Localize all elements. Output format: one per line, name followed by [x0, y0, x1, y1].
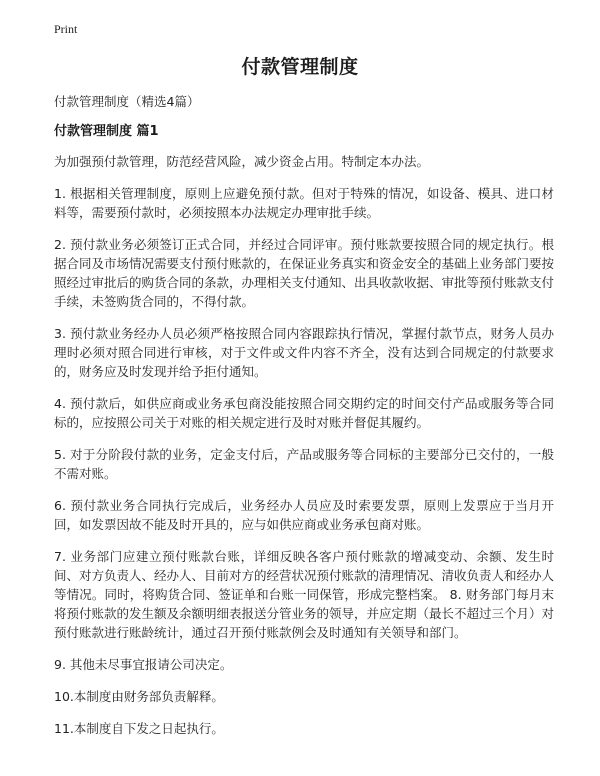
print-link[interactable]: Print [54, 22, 78, 36]
paragraph-4: 4. 预付款后，如供应商或业务承包商没能按照合同交期约定的时间交付产品或服务等合同标的，应按照公司关于对账的相关规定进行及时对账并督促其履约。 [54, 396, 554, 430]
paragraph-2: 2. 预付款业务必须签订正式合同，并经过合同评审。预付账款要按照合同的规定执行。根据合同及市场情况需要支付预付账款的，在保证业务真实和资金安全的基础上业务部门要按照经过审批后的购货合同的条款，办理相关支付通知、出具收款收据、审批等预付账款支付手续，未签购货合同的，不得付款。 [54, 237, 555, 309]
document-subtitle: 付款管理制度（精选4篇） [54, 94, 200, 109]
section-heading: 付款管理制度 篇1 [54, 124, 159, 139]
paragraph-7-8: 7. 业务部门应建立预付账款台账，详细反映各客户预付账款的增减变动、余额、发生时间、对方负责人、经办人、目前对方的经营状况预付账款的清理情况、清收负责人和经办人等情况。同时，将购货合同、签证单和台账一同保管，形成完整档案。 8. 财务部门每月末将预付账款的发生额及余额明细表报送分管业务的领导，并应定期（最长不超过三个月）对预付账款进行账龄统计，通过召开预付账款例会及时通知有关领导和部门。 [54, 549, 555, 640]
paragraph-intro: 为加强预付款管理，防范经营风险，减少资金占用。特制定本办法。 [54, 154, 430, 169]
paragraph-5: 5. 对于分阶段付款的业务，定金支付后，产品或服务等合同标的主要部分已交付的，一般不需对账。 [54, 447, 554, 481]
paragraph-10: 10.本制度由财务部负责解释。 [54, 689, 224, 704]
paragraph-9: 9. 其他未尽事宜报请公司决定。 [54, 657, 233, 672]
paragraph-1: 1. 根据相关管理制度，原则上应避免预付款。但对于特殊的情况，如设备、模具、进口材料等，需要预付款时，必须按照本办法规定办理审批手续。 [54, 186, 554, 220]
paragraph-11: 11.本制度自下发之日起执行。 [54, 721, 224, 736]
paragraph-3: 3. 预付款业务经办人员必须严格按照合同内容跟踪执行情况，掌握付款节点，财务人员办理时必须对照合同进行审核，对于文件或文件内容不齐全，没有达到合同规定的付款要求的，财务应及时发现并给予拒付通知。 [54, 326, 554, 379]
document-body [54, 92, 554, 751]
paragraph-6: 6. 预付款业务合同执行完成后，业务经办人员应及时索要发票，原则上发票应于当月开回，如发票因故不能及时开具的，应与如供应商或业务承包商对账。 [54, 498, 554, 532]
document-title: 付款管理制度 [241, 56, 359, 78]
